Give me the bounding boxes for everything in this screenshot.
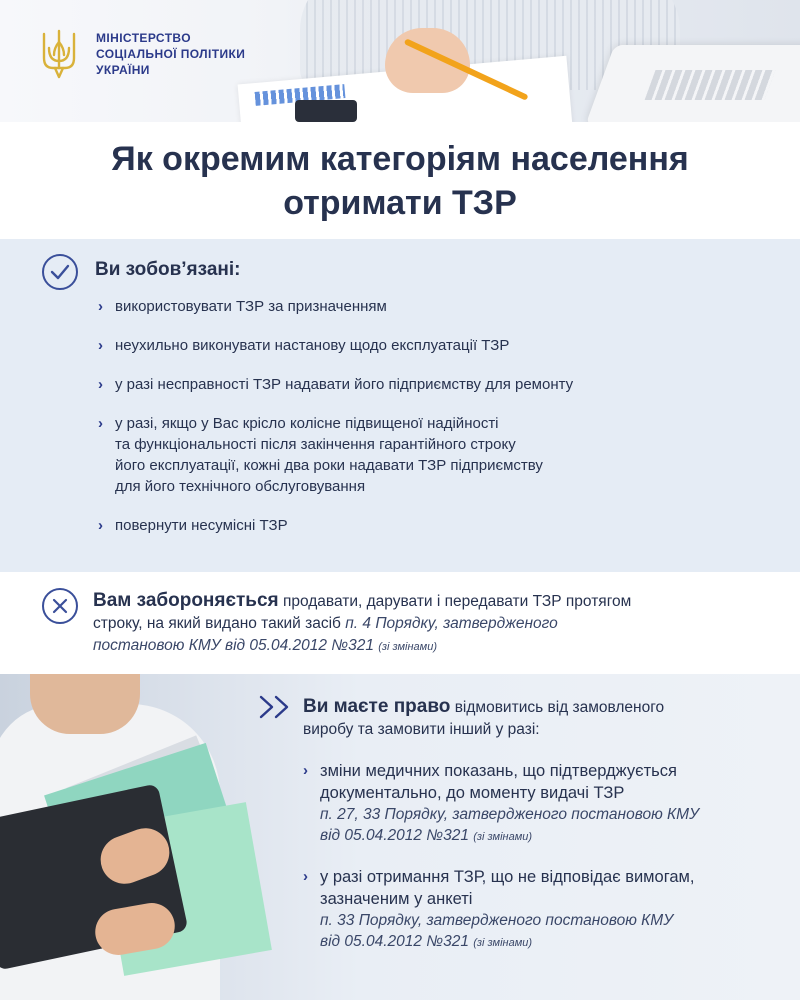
- rights-lead: Ви маєте право: [303, 696, 451, 717]
- list-item-note: (зі змінами): [473, 937, 533, 949]
- close-icon: [52, 598, 68, 614]
- list-item: [98, 515, 573, 536]
- prohibition-lead: Вам забороняється: [93, 590, 279, 611]
- chevron-right-icon: ›: [303, 868, 308, 885]
- chevron-right-icon: ›: [98, 517, 103, 534]
- list-item: [303, 866, 699, 954]
- prohibition-text-2: строку, на який видано такий засіб: [93, 615, 346, 632]
- header-photo-hand: [385, 28, 470, 93]
- list-item: [98, 296, 573, 317]
- prohibition-line-3: [93, 635, 631, 658]
- list-item-reference: від 05.04.2012 №321: [320, 933, 469, 950]
- list-item-text: у разі несправності ТЗР надавати його підприємству для ремонту: [115, 376, 574, 393]
- trident-icon: [40, 28, 78, 80]
- chevron-right-icon: ›: [98, 376, 103, 393]
- rights-line-1: [303, 696, 664, 719]
- list-item-note: (зі змінами): [473, 831, 533, 843]
- photo-man-neck: [30, 674, 140, 734]
- list-item: [98, 413, 573, 497]
- list-item-text: неухильно виконувати настанову щодо експлуатації ТЗР: [115, 337, 510, 354]
- obligations-list: [98, 296, 573, 554]
- list-item-text: документально, до моменту видачі ТЗР: [320, 784, 625, 802]
- list-item-text: його експлуатації, кожні два роки надавати ТЗР підприємству: [115, 457, 543, 474]
- rights-line-2: виробу та замовити інший у разі:: [303, 721, 540, 738]
- title-band: [0, 122, 800, 239]
- page-title: [111, 137, 688, 225]
- prohibition-reference-1: п. 4 Порядку, затвердженого: [345, 615, 558, 632]
- check-circle-icon: [42, 254, 78, 290]
- list-item-reference-line: [320, 825, 699, 848]
- list-item: [98, 374, 573, 395]
- page-title-line-1: Як окремим категоріям населення: [111, 139, 689, 178]
- list-item: [303, 760, 699, 848]
- list-item-reference-line: [320, 931, 699, 954]
- ministry-line-2: СОЦІАЛЬНОЇ ПОЛІТИКИ: [96, 47, 246, 61]
- rights-list: [303, 760, 699, 972]
- chevron-right-icon: ›: [98, 415, 103, 432]
- list-item-text: у разі, якщо у Вас крісло колісне підвищеної надійності: [115, 415, 499, 432]
- prohibition-line-1: [93, 590, 631, 613]
- ministry-name: [96, 30, 245, 78]
- list-item-text: у разі отримання ТЗР, що не відповідає вимогам,: [320, 868, 695, 886]
- double-chevron-icon: [258, 694, 298, 720]
- prohibition-reference-2: постановою КМУ від 05.04.2012 №321: [93, 637, 374, 654]
- prohibition-text: [93, 590, 631, 658]
- ministry-line-3: УКРАЇНИ: [96, 63, 150, 77]
- ministry-line-1: МІНІСТЕРСТВО: [96, 31, 191, 45]
- list-item-text: повернути несумісні ТЗР: [115, 517, 288, 534]
- rights-heading: [303, 696, 664, 741]
- header-photo-keyboard: [645, 70, 776, 100]
- list-item-text: зміни медичних показань, що підтверджується: [320, 762, 677, 780]
- list-item-text: для його технічного обслуговування: [115, 478, 366, 495]
- header-banner: [0, 0, 800, 122]
- list-item-text: та функціональності після закінчення гарантійного строку: [115, 436, 516, 453]
- rights-text-1: відмовитись від замовленого: [450, 699, 665, 716]
- chevron-right-icon: ›: [303, 762, 308, 779]
- obligations-heading: Ви зобов’язані:: [95, 259, 241, 280]
- page-title-line-2: отримати ТЗР: [283, 183, 517, 222]
- check-icon: [50, 264, 70, 280]
- prohibition-text-1: продавати, дарувати і передавати ТЗР протягом: [278, 593, 632, 610]
- chevron-right-icon: ›: [98, 298, 103, 315]
- prohibition-note: (зі змінами): [378, 641, 437, 653]
- cross-circle-icon: [42, 588, 78, 624]
- list-item-text: використовувати ТЗР за призначенням: [115, 298, 387, 315]
- list-item-reference: п. 33 Порядку, затвердженого постановою КМУ: [320, 912, 674, 929]
- list-item-reference: від 05.04.2012 №321: [320, 827, 469, 844]
- list-item-text: зазначеним у анкеті: [320, 890, 473, 908]
- chevron-right-icon: ›: [98, 337, 103, 354]
- list-item-reference: п. 27, 33 Порядку, затвердженого постановою КМУ: [320, 806, 699, 823]
- header-photo-phone: [295, 100, 357, 122]
- list-item: [98, 335, 573, 356]
- prohibition-line-2: [93, 613, 631, 635]
